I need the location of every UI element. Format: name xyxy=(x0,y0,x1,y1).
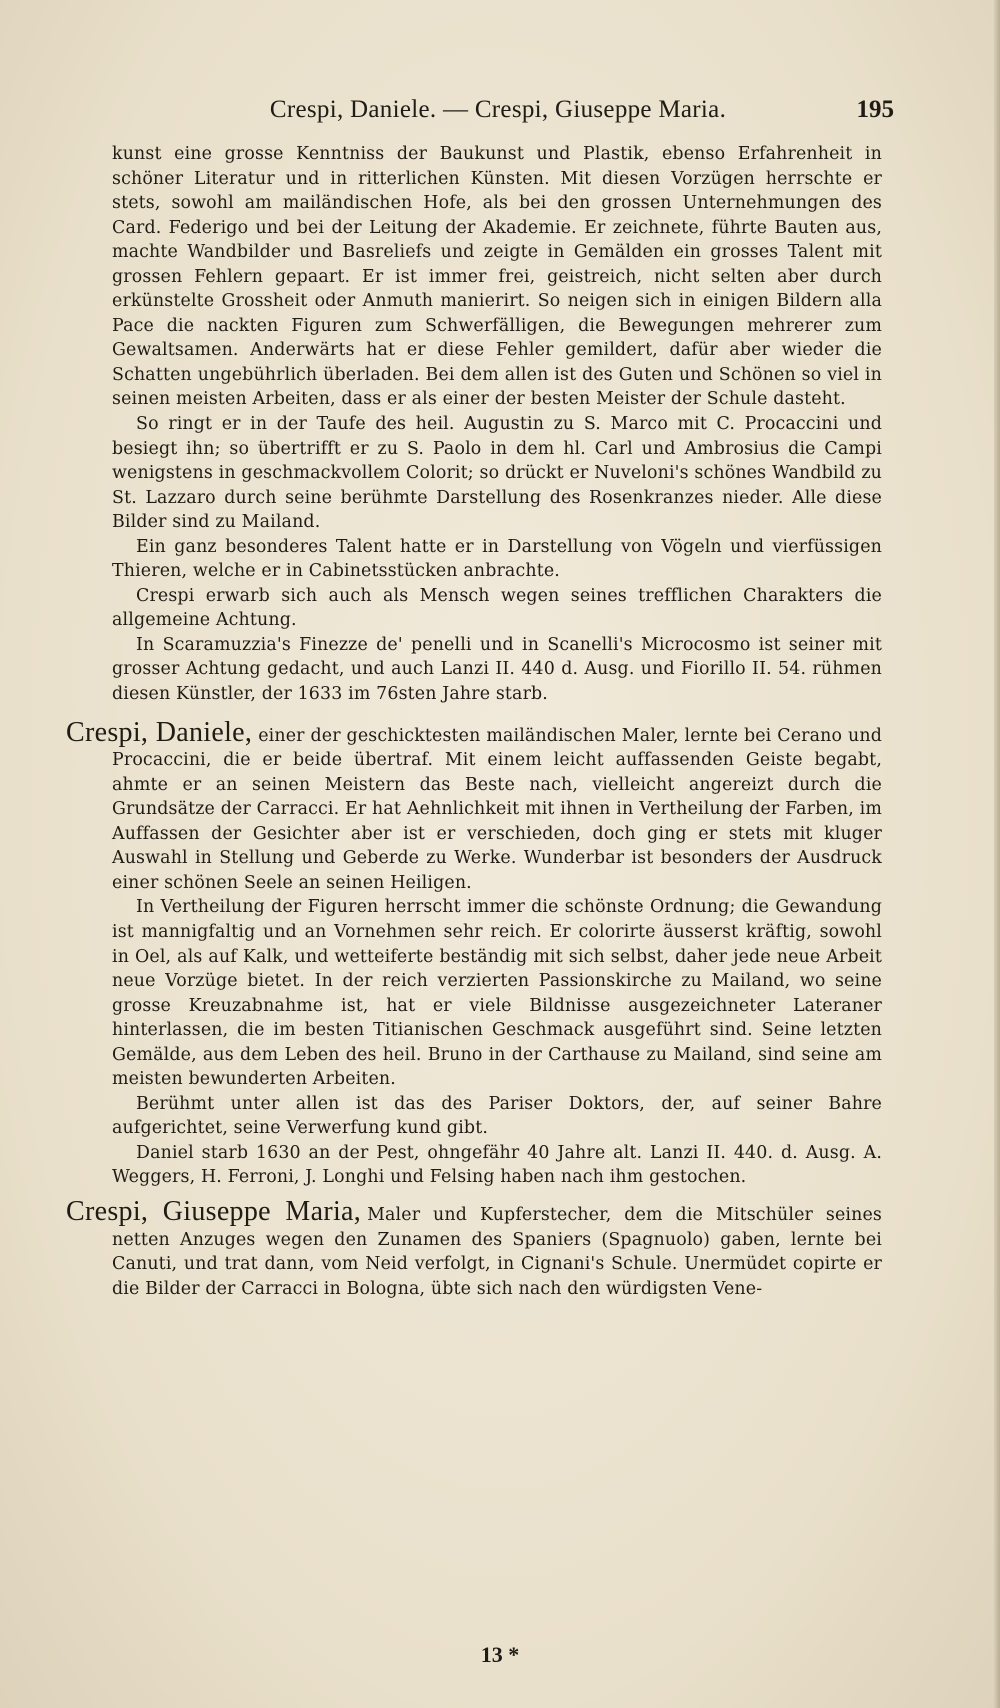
entry-first-paragraph xyxy=(66,716,883,896)
entry-crespi-giuseppe-maria xyxy=(66,1195,882,1301)
header-title: Crespi, Daniele. — Crespi, Giuseppe Maria. xyxy=(269,96,727,123)
continuation-paragraph: So ringt er in der Taufe des heil. Augustin zu S. Marco mit C. Procaccini und besiegt ihn; so übertrifft er zu S. Paolo in dem hl. Carl und Ambrosius die Campi wenigstens in geschmackvollem Colorit; so drückt er Nuveloni's schönes Wandbild zu St. Lazzaro durch seine berühmte Darstellung des Rosenkranzes nieder. Alle diese Bilder sind zu Mailand. xyxy=(112,414,882,533)
signature-mark: 13 * xyxy=(480,1642,520,1667)
page-body xyxy=(66,142,883,1301)
entry-paragraph: Berühmt unter allen ist das des Pariser Doktors, der, auf seiner Bahre aufgerichtet, seine Verwerfung kund gibt. xyxy=(112,1093,882,1139)
entry-heading: Crespi, Giuseppe Maria, xyxy=(66,1195,362,1227)
entry-heading: Crespi, Daniele, xyxy=(66,716,253,748)
continuation-paragraph: In Scaramuzzia's Finezze de' penelli und in Scanelli's Microcosmo ist seiner mit grosser Achtung gedacht, und auch Lanzi II. 440 d. Ausg. und Fiorillo II. 54. rühmen diesen Künstler, der 1633 im 76sten Jahre starb. xyxy=(112,634,882,705)
continuation-section xyxy=(112,142,882,707)
page-edge xyxy=(994,0,1000,1708)
entry-paragraph: In Vertheilung der Figuren herrscht immer die schönste Ordnung; die Gewandung ist mannigfaltig und an Vornehmen sehr reich. Er colorirte äusserst kräftig, sowohl in Oel, als auf Kalk, und wetteiferte beständig mit sich selbst, daher jede neue Arbeit neue Vorzüge bietet. In der reich verzierten Passionskirche zu Mailand, wo seine grosse Kreuzabnahme ist, hat er viele Bildnisse ausgezeichneter Lateraner hinterlassen, die im besten Titianischen Geschmack ausgeführt sind. Seine letzten Gemälde, aus dem Leben des heil. Bruno in der Carthause zu Mailand, sind seine am meisten bewunderten Arbeiten. xyxy=(112,897,882,1090)
continuation-paragraph: Crespi erwarb sich auch als Mensch wegen seines trefflichen Charakters die allgemeine Achtung. xyxy=(112,585,882,631)
entry-first-text: Maler und Kupferstecher, dem die Mitschüler seines netten Anzuges wegen den Zunamen des Spaniers (Spagnuolo) gaben, lernte bei Canuti, und trat dann, vom Neid verfolgt, in Cignani's Schule. Unermüdet copirte er die Bilder der Carracci in Bologna, übte sich nach den würdigsten Vene- xyxy=(112,1204,882,1299)
page-number: 195 xyxy=(856,96,894,123)
continuation-paragraph: Ein ganz besonderes Talent hatte er in Darstellung von Vögeln und vierfüssigen Thieren, welche er in Cabinetsstücken anbrachte. xyxy=(112,536,882,582)
entry-first-paragraph xyxy=(66,1195,882,1301)
running-header xyxy=(172,92,894,128)
entry-first-text: einer der geschicktesten mailändischen Maler, lernte bei Cerano und Procaccini, die er beide übertraf. Mit einem leicht auffassenden Geiste begabt, ahmte er an seinen Meistern das Beste nach, vielleicht angereizt durch die Grundsätze der Carracci. Er hat Aehnlichkeit mit ihnen in Vertheilung der Farben, im Auffassen der Gesichter aber ist er verschieden, doch ging er stets mit kluger Auswahl in Stellung und Geberde zu Werke. Wunderbar ist besonders der Ausdruck einer schönen Seele an seinen Heiligen. xyxy=(112,725,883,893)
entry-paragraph: Daniel starb 1630 an der Pest, ohngefähr 40 Jahre alt. Lanzi II. 440. d. Ausg. A. Weggers, H. Ferroni, J. Longhi und Felsing haben nach ihm gestochen. xyxy=(112,1142,882,1188)
continuation-paragraph: kunst eine grosse Kenntniss der Baukunst und Plastik, ebenso Erfahrenheit in schöner Literatur und in ritterlichen Künsten. Mit diesen Vorzügen herrschte er stets, sowohl am mailändischen Hofe, als bei den grossen Unternehmungen des Card. Federigo und bei der Leitung der Akademie. Er zeichnete, führte Bauten aus, machte Wandbilder und Basreliefs und zeigte in Gemälden ein grosses Talent mit grossen Fehlern gepaart. Er ist immer frei, geistreich, nicht selten aber durch erkünstelte Grossheit oder Anmuth manierirt. So neigen sich in einigen Bildern alla Pace die nackten Figuren zum Schwerfälligen, die Bewegungen mehrerer zum Gewaltsamen. Anderwärts hat er diese Fehler gemildert, dafür aber wieder die Schatten ungebührlich überladen. Bei dem allen ist des Guten und Schönen so viel in seinen meisten Arbeiten, dass er als einer der besten Meister der Schule dasteht. xyxy=(112,144,882,410)
entry-crespi-daniele xyxy=(66,716,883,1190)
